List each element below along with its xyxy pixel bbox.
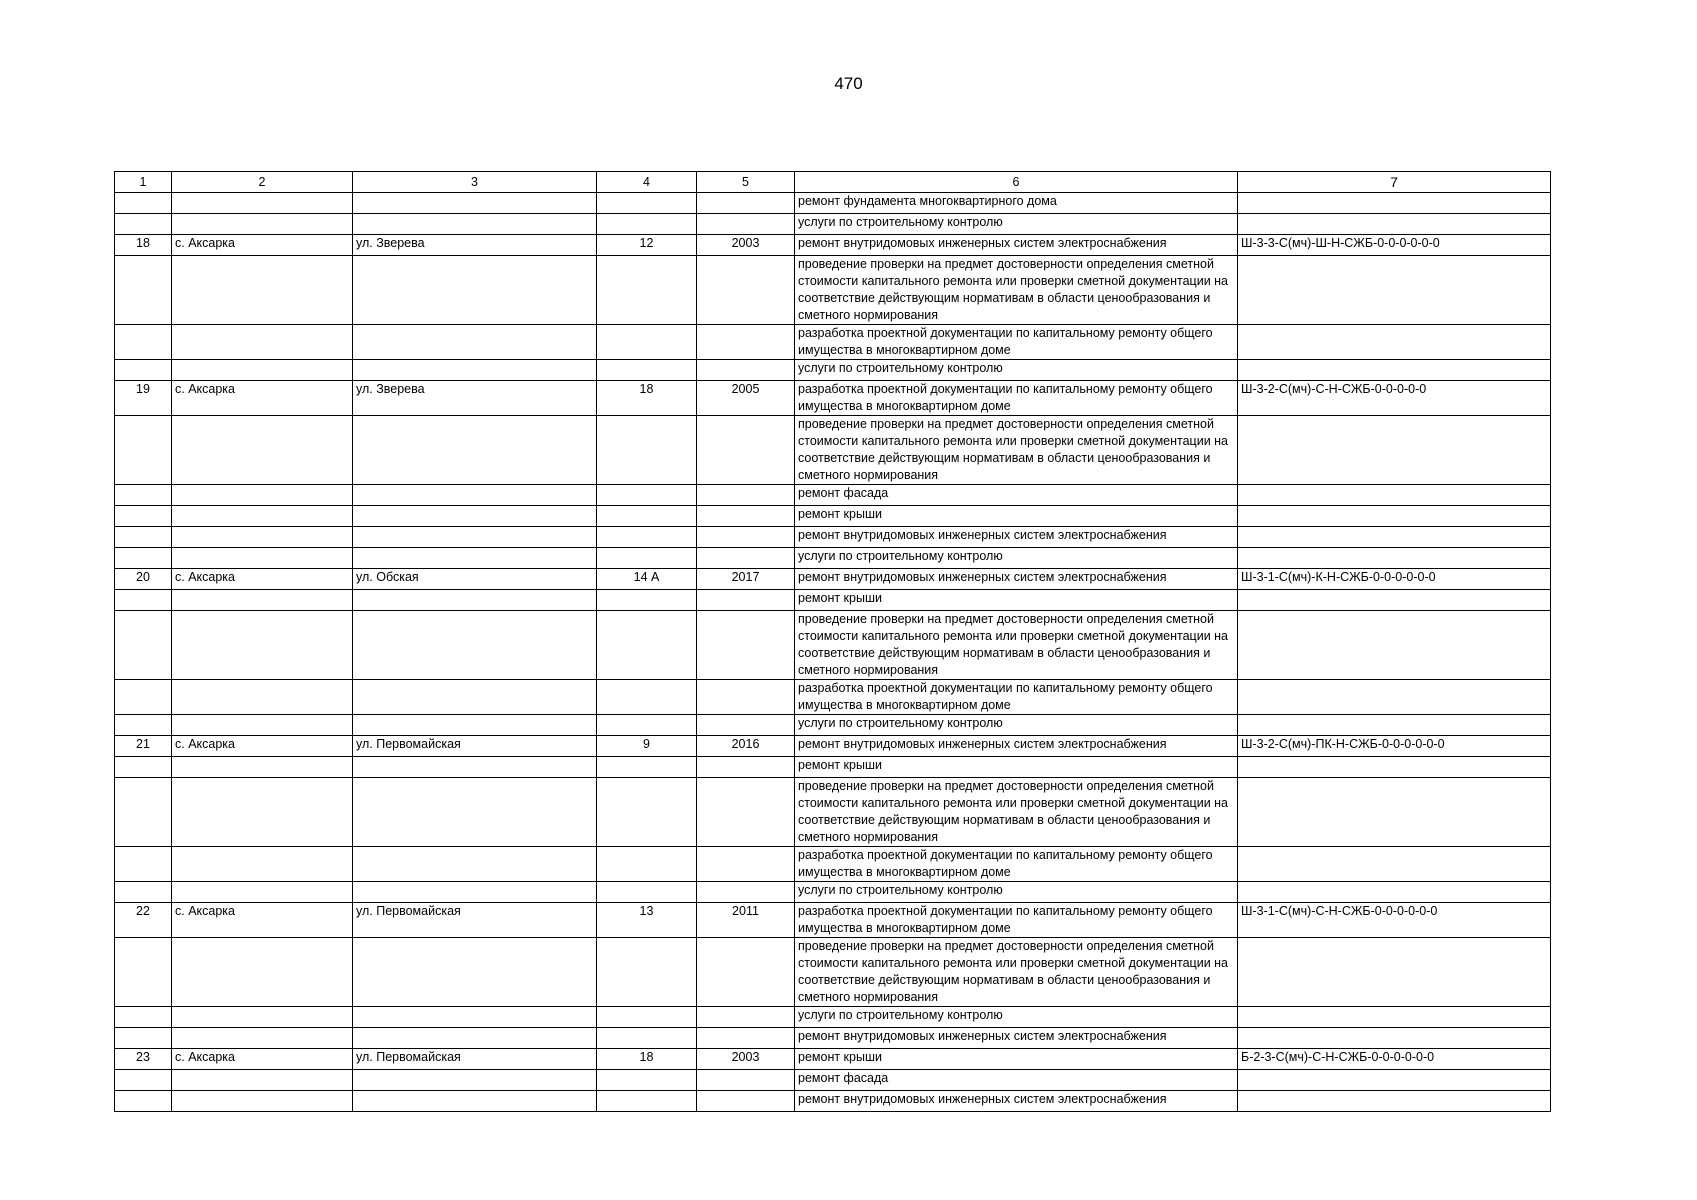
street-cell	[353, 360, 597, 381]
house-number-cell: 18	[597, 381, 697, 416]
row-number-cell: 21	[115, 736, 172, 757]
table-row	[115, 736, 1551, 757]
settlement-cell	[172, 506, 353, 527]
work-type-cell: ремонт крыши	[795, 590, 1238, 611]
row-number-cell	[115, 360, 172, 381]
year-cell	[697, 485, 795, 506]
table-row	[115, 611, 1551, 680]
work-type-cell: ремонт внутридомовых инженерных систем электроснабжения	[795, 235, 1238, 256]
table-row	[115, 1028, 1551, 1049]
work-type-cell: разработка проектной документации по капитальному ремонту общего имущества в многоквартирном доме	[795, 847, 1238, 882]
table-row	[115, 757, 1551, 778]
table-row	[115, 903, 1551, 938]
building-code-cell	[1238, 506, 1551, 527]
house-number-cell: 18	[597, 1049, 697, 1070]
house-number-cell	[597, 325, 697, 360]
row-number-cell: 23	[115, 1049, 172, 1070]
settlement-cell: с. Аксарка	[172, 381, 353, 416]
settlement-cell	[172, 485, 353, 506]
year-cell	[697, 1007, 795, 1028]
year-cell: 2011	[697, 903, 795, 938]
street-cell	[353, 325, 597, 360]
work-type-cell: ремонт внутридомовых инженерных систем электроснабжения	[795, 569, 1238, 590]
house-number-cell	[597, 256, 697, 325]
settlement-cell	[172, 1091, 353, 1112]
year-cell: 2003	[697, 235, 795, 256]
row-number-cell	[115, 214, 172, 235]
settlement-cell	[172, 680, 353, 715]
building-code-cell: Б-2-3-С(мч)-С-Н-СЖБ-0-0-0-0-0-0	[1238, 1049, 1551, 1070]
building-code-cell	[1238, 1007, 1551, 1028]
street-cell: ул. Первомайская	[353, 903, 597, 938]
table-row	[115, 1070, 1551, 1091]
settlement-cell: с. Аксарка	[172, 235, 353, 256]
year-cell	[697, 506, 795, 527]
street-cell	[353, 1070, 597, 1091]
year-cell: 2017	[697, 569, 795, 590]
work-type-cell: ремонт внутридомовых инженерных систем электроснабжения	[795, 1028, 1238, 1049]
work-type-cell: услуги по строительному контролю	[795, 548, 1238, 569]
street-cell	[353, 778, 597, 847]
house-number-cell: 9	[597, 736, 697, 757]
work-type-cell: услуги по строительному контролю	[795, 1007, 1238, 1028]
building-code-cell	[1238, 325, 1551, 360]
row-number-cell: 22	[115, 903, 172, 938]
row-number-cell	[115, 1070, 172, 1091]
house-number-cell: 12	[597, 235, 697, 256]
page-number: 470	[834, 74, 863, 93]
row-number-cell	[115, 193, 172, 214]
table-row	[115, 778, 1551, 847]
work-type-cell: услуги по строительному контролю	[795, 882, 1238, 903]
settlement-cell	[172, 193, 353, 214]
column-header-4: 4	[597, 172, 697, 193]
work-type-cell: ремонт фундамента многоквартирного дома	[795, 193, 1238, 214]
street-cell	[353, 1007, 597, 1028]
table-body	[115, 193, 1551, 1112]
street-cell	[353, 506, 597, 527]
column-header-3: 3	[353, 172, 597, 193]
settlement-cell: с. Аксарка	[172, 569, 353, 590]
building-code-cell	[1238, 590, 1551, 611]
year-cell	[697, 757, 795, 778]
building-code-cell	[1238, 416, 1551, 485]
table-row	[115, 485, 1551, 506]
street-cell	[353, 680, 597, 715]
house-number-cell	[597, 715, 697, 736]
year-cell	[697, 847, 795, 882]
house-number-cell	[597, 1091, 697, 1112]
street-cell: ул. Обская	[353, 569, 597, 590]
row-number-cell	[115, 485, 172, 506]
house-number-cell	[597, 938, 697, 1007]
row-number-cell	[115, 847, 172, 882]
building-code-cell: Ш-3-2-С(мч)-ПК-Н-СЖБ-0-0-0-0-0-0	[1238, 736, 1551, 757]
year-cell	[697, 360, 795, 381]
column-header-6: 6	[795, 172, 1238, 193]
row-number-cell	[115, 938, 172, 1007]
table-row	[115, 381, 1551, 416]
house-number-cell	[597, 1070, 697, 1091]
work-type-cell: ремонт крыши	[795, 1049, 1238, 1070]
building-code-cell	[1238, 527, 1551, 548]
settlement-cell	[172, 590, 353, 611]
year-cell	[697, 416, 795, 485]
year-cell	[697, 256, 795, 325]
row-number-cell	[115, 882, 172, 903]
house-number-cell	[597, 193, 697, 214]
table-row	[115, 360, 1551, 381]
street-cell: ул. Зверева	[353, 235, 597, 256]
year-cell	[697, 882, 795, 903]
table-row	[115, 715, 1551, 736]
street-cell	[353, 757, 597, 778]
settlement-cell	[172, 882, 353, 903]
building-code-cell	[1238, 360, 1551, 381]
row-number-cell: 18	[115, 235, 172, 256]
work-type-cell: услуги по строительному контролю	[795, 715, 1238, 736]
street-cell	[353, 715, 597, 736]
settlement-cell	[172, 214, 353, 235]
street-cell	[353, 1091, 597, 1112]
column-header-2: 2	[172, 172, 353, 193]
row-number-cell	[115, 506, 172, 527]
year-cell	[697, 1091, 795, 1112]
row-number-cell	[115, 416, 172, 485]
building-code-cell	[1238, 938, 1551, 1007]
table-row	[115, 569, 1551, 590]
table-row	[115, 590, 1551, 611]
work-type-cell: ремонт крыши	[795, 757, 1238, 778]
house-number-cell	[597, 882, 697, 903]
row-number-cell	[115, 1091, 172, 1112]
settlement-cell	[172, 1028, 353, 1049]
work-type-cell: ремонт фасада	[795, 1070, 1238, 1091]
street-cell	[353, 416, 597, 485]
row-number-cell	[115, 1007, 172, 1028]
house-number-cell	[597, 416, 697, 485]
row-number-cell	[115, 778, 172, 847]
table-row	[115, 235, 1551, 256]
building-code-cell	[1238, 778, 1551, 847]
settlement-cell	[172, 847, 353, 882]
settlement-cell	[172, 1007, 353, 1028]
year-cell	[697, 548, 795, 569]
building-code-cell: Ш-3-2-С(мч)-С-Н-СЖБ-0-0-0-0-0	[1238, 381, 1551, 416]
settlement-cell: с. Аксарка	[172, 1049, 353, 1070]
work-type-cell: проведение проверки на предмет достоверности определения сметной стоимости капитального ремонта или проверки сметной документации на соответствие действующим нормативам в области ценообразования и сметного нормирования	[795, 611, 1238, 680]
street-cell	[353, 548, 597, 569]
building-code-cell	[1238, 882, 1551, 903]
settlement-cell	[172, 416, 353, 485]
work-type-cell: проведение проверки на предмет достоверности определения сметной стоимости капитального ремонта или проверки сметной документации на соответствие действующим нормативам в области ценообразования и сметного нормирования	[795, 416, 1238, 485]
work-type-cell: ремонт крыши	[795, 506, 1238, 527]
house-number-cell	[597, 1007, 697, 1028]
column-header-5: 5	[697, 172, 795, 193]
year-cell	[697, 214, 795, 235]
street-cell	[353, 1028, 597, 1049]
settlement-cell	[172, 548, 353, 569]
work-type-cell: услуги по строительному контролю	[795, 360, 1238, 381]
row-number-cell	[115, 715, 172, 736]
row-number-cell	[115, 325, 172, 360]
work-type-cell: разработка проектной документации по капитальному ремонту общего имущества в многоквартирном доме	[795, 903, 1238, 938]
building-code-cell	[1238, 715, 1551, 736]
building-code-cell	[1238, 548, 1551, 569]
row-number-cell	[115, 590, 172, 611]
table-row	[115, 193, 1551, 214]
table-row	[115, 325, 1551, 360]
year-cell	[697, 193, 795, 214]
work-type-cell: ремонт внутридомовых инженерных систем электроснабжения	[795, 527, 1238, 548]
building-code-cell	[1238, 1091, 1551, 1112]
row-number-cell: 20	[115, 569, 172, 590]
street-cell: ул. Зверева	[353, 381, 597, 416]
house-number-cell	[597, 757, 697, 778]
row-number-cell	[115, 1028, 172, 1049]
table-header-row	[115, 172, 1551, 193]
building-code-cell	[1238, 214, 1551, 235]
street-cell	[353, 882, 597, 903]
table-row	[115, 938, 1551, 1007]
street-cell	[353, 938, 597, 1007]
house-number-cell	[597, 214, 697, 235]
column-header-1: 1	[115, 172, 172, 193]
settlement-cell	[172, 715, 353, 736]
year-cell	[697, 778, 795, 847]
settlement-cell	[172, 938, 353, 1007]
row-number-cell	[115, 527, 172, 548]
house-number-cell	[597, 611, 697, 680]
table-row	[115, 882, 1551, 903]
row-number-cell	[115, 256, 172, 325]
table-row	[115, 1049, 1551, 1070]
table-row	[115, 1007, 1551, 1028]
row-number-cell	[115, 680, 172, 715]
work-type-cell: ремонт внутридомовых инженерных систем электроснабжения	[795, 736, 1238, 757]
table-row	[115, 214, 1551, 235]
settlement-cell: с. Аксарка	[172, 736, 353, 757]
year-cell	[697, 590, 795, 611]
year-cell	[697, 611, 795, 680]
row-number-cell	[115, 548, 172, 569]
street-cell	[353, 611, 597, 680]
building-code-cell	[1238, 485, 1551, 506]
house-number-cell	[597, 506, 697, 527]
work-type-cell: проведение проверки на предмет достоверности определения сметной стоимости капитального ремонта или проверки сметной документации на соответствие действующим нормативам в области ценообразования и сметного нормирования	[795, 938, 1238, 1007]
row-number-cell: 19	[115, 381, 172, 416]
year-cell: 2003	[697, 1049, 795, 1070]
building-code-cell: Ш-3-3-С(мч)-Ш-Н-СЖБ-0-0-0-0-0-0	[1238, 235, 1551, 256]
table-row	[115, 527, 1551, 548]
work-type-cell: ремонт внутридомовых инженерных систем электроснабжения	[795, 1091, 1238, 1112]
settlement-cell: с. Аксарка	[172, 903, 353, 938]
year-cell	[697, 1070, 795, 1091]
settlement-cell	[172, 1070, 353, 1091]
work-type-cell: разработка проектной документации по капитальному ремонту общего имущества в многоквартирном доме	[795, 381, 1238, 416]
street-cell	[353, 256, 597, 325]
column-header-7: 7	[1238, 172, 1551, 193]
row-number-cell	[115, 757, 172, 778]
building-code-cell	[1238, 847, 1551, 882]
year-cell	[697, 715, 795, 736]
street-cell	[353, 485, 597, 506]
work-type-cell: разработка проектной документации по капитальному ремонту общего имущества в многоквартирном доме	[795, 325, 1238, 360]
table-row	[115, 506, 1551, 527]
house-number-cell	[597, 527, 697, 548]
settlement-cell	[172, 778, 353, 847]
street-cell	[353, 193, 597, 214]
building-code-cell	[1238, 193, 1551, 214]
building-code-cell	[1238, 1070, 1551, 1091]
building-code-cell	[1238, 757, 1551, 778]
house-number-cell	[597, 548, 697, 569]
building-code-cell	[1238, 1028, 1551, 1049]
work-type-cell: разработка проектной документации по капитальному ремонту общего имущества в многоквартирном доме	[795, 680, 1238, 715]
work-type-cell: проведение проверки на предмет достоверности определения сметной стоимости капитального ремонта или проверки сметной документации на соответствие действующим нормативам в области ценообразования и сметного нормирования	[795, 256, 1238, 325]
table-row	[115, 416, 1551, 485]
table-row	[115, 1091, 1551, 1112]
settlement-cell	[172, 256, 353, 325]
building-code-cell	[1238, 680, 1551, 715]
house-number-cell	[597, 1028, 697, 1049]
table-row	[115, 256, 1551, 325]
building-code-cell	[1238, 611, 1551, 680]
house-number-cell	[597, 847, 697, 882]
year-cell: 2005	[697, 381, 795, 416]
settlement-cell	[172, 757, 353, 778]
street-cell	[353, 527, 597, 548]
work-type-cell: услуги по строительному контролю	[795, 214, 1238, 235]
table-row	[115, 680, 1551, 715]
building-code-cell	[1238, 256, 1551, 325]
building-code-cell: Ш-3-1-С(мч)-С-Н-СЖБ-0-0-0-0-0-0	[1238, 903, 1551, 938]
table-row	[115, 847, 1551, 882]
street-cell: ул. Первомайская	[353, 736, 597, 757]
house-number-cell	[597, 590, 697, 611]
house-number-cell	[597, 360, 697, 381]
settlement-cell	[172, 360, 353, 381]
year-cell	[697, 1028, 795, 1049]
house-number-cell	[597, 778, 697, 847]
year-cell	[697, 680, 795, 715]
street-cell	[353, 590, 597, 611]
settlement-cell	[172, 527, 353, 548]
house-number-cell: 13	[597, 903, 697, 938]
building-code-cell: Ш-3-1-С(мч)-К-Н-СЖБ-0-0-0-0-0-0	[1238, 569, 1551, 590]
settlement-cell	[172, 325, 353, 360]
year-cell: 2016	[697, 736, 795, 757]
year-cell	[697, 938, 795, 1007]
house-number-cell	[597, 680, 697, 715]
work-type-cell: проведение проверки на предмет достоверности определения сметной стоимости капитального ремонта или проверки сметной документации на соответствие действующим нормативам в области ценообразования и сметного нормирования	[795, 778, 1238, 847]
street-cell	[353, 214, 597, 235]
street-cell	[353, 847, 597, 882]
street-cell: ул. Первомайская	[353, 1049, 597, 1070]
work-type-cell: ремонт фасада	[795, 485, 1238, 506]
settlement-cell	[172, 611, 353, 680]
year-cell	[697, 325, 795, 360]
house-number-cell: 14 А	[597, 569, 697, 590]
house-number-cell	[597, 485, 697, 506]
capital-repair-table	[114, 171, 1551, 1112]
table-row	[115, 548, 1551, 569]
year-cell	[697, 527, 795, 548]
row-number-cell	[115, 611, 172, 680]
